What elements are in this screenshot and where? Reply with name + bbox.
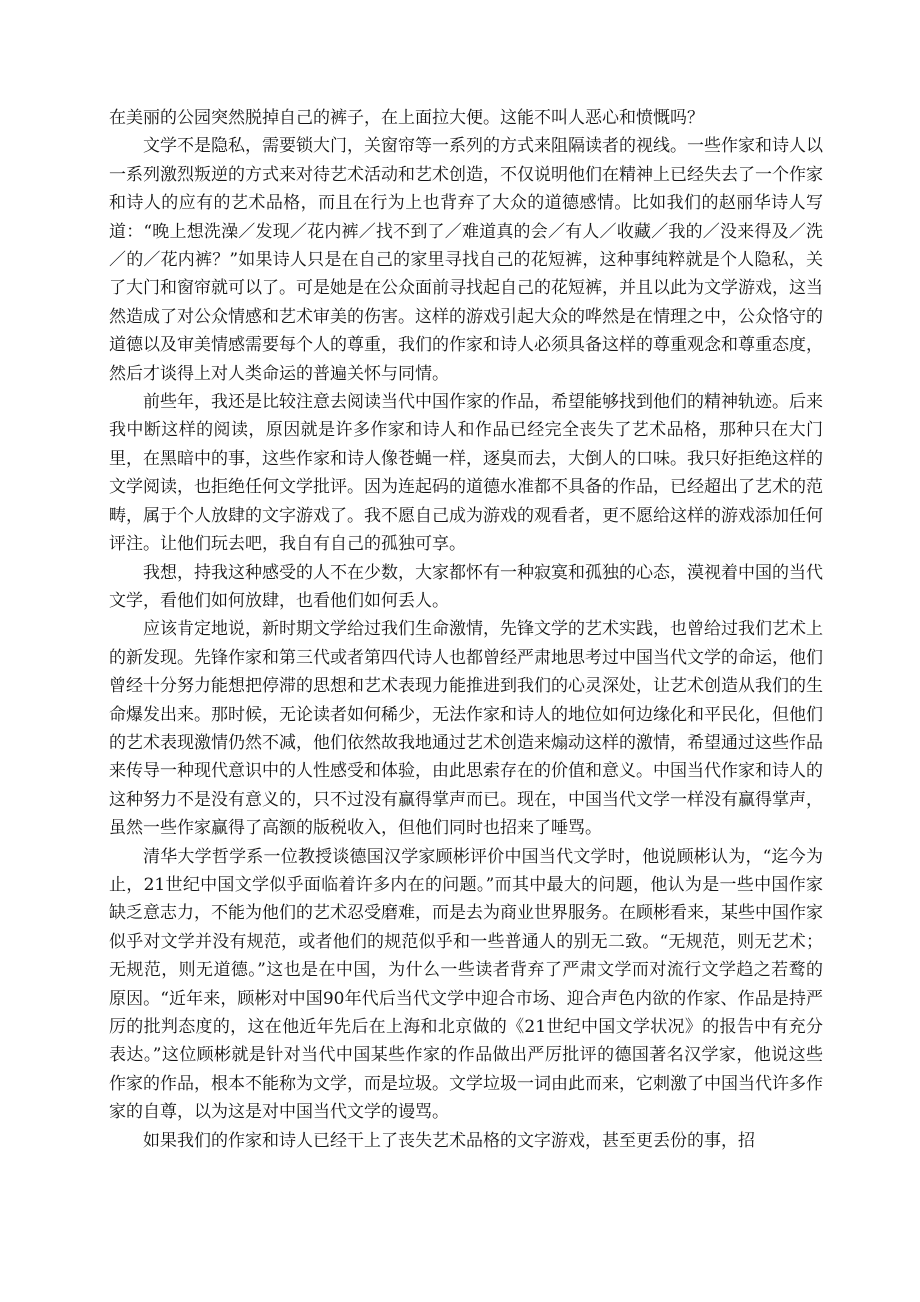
paragraph: 应该肯定地说，新时期文学给过我们生命激情，先锋文学的艺术实践，也曾给过我们艺术上的新发现。先锋作家和第三代或者第四代诗人也都曾经严肃地思考过中国当代文学的命运，他们曾经十分努力能想把停滞的思想和艺术表现力能推进到我们的心灵深处，让艺术创造从我们的生命爆发出来。那时候，无论读者如何稀少，无法作家和诗人的地位如何边缘化和平民化，但他们的艺术表现激情仍然不减，他们依然故我地通过艺术创造来煽动这样的激情，希望通过这些作品来传导一种现代意识中的人性感受和体验，由此思索存在的价值和意义。中国当代作家和诗人的这种努力不是没有意义的，只不过没有赢得掌声而已。现在，中国当代文学一样没有赢得掌声，虽然一些作家赢得了高额的版税收入，但他们同时也招来了唾骂。 — [109, 619, 823, 839]
paragraph: 清华大学哲学系一位教授谈德国汉学家顾彬评价中国当代文学时，他说顾彬认为，“迄今为止，21世纪中国文学似乎面临着许多内在的问题。”而其中最大的问题，他认为是一些中国作家缺乏意志力，不能为他们的艺术忍受磨难，而是去为商业世界服务。在顾彬看来，某些中国作家似乎对文学并没有规范，或者他们的规范似乎和一些普通人的别无二致。“无规范，则无艺术；无规范，则无道德。”这也是在中国，为什么一些读者背弃了严肃文学而对流行文学趋之若鹜的原因。“近年来，顾彬对中国90年代后当代文学中迎合市场、迎合声色内欲的作家、作品是持严厉的批判态度的，这在他近年先后在上海和北京做的《21世纪中国文学状况》的报告中有充分表达。”这位顾彬就是针对当代中国某些作家的作品做出严厉批评的德国著名汉学家，他说这些作家的作品，根本不能称为文学，而是垃圾。文学垃圾一词由此而来，它刺激了中国当代许多作家的自尊，以为这是对中国当代文学的谩骂。 — [109, 846, 823, 1123]
paragraph: 如果我们的作家和诗人已经干上了丧失艺术品格的文字游戏，甚至更丢份的事，招 — [143, 1130, 755, 1151]
paragraph: 前些年，我还是比较注意去阅读当代中国作家的作品，希望能够找到他们的精神轨迹。后来我中断这样的阅读，原因就是许多作家和诗人和作品已经完全丧失了艺术品格，那种只在大门里，在黑暗中的事，这些作家和诗人像苍蝇一样，逐臭而去，大倒人的口味。我只好拒绝这样的文学阅读，也拒绝任何文学批评。因为连起码的道德水准都不具备的作品，已经超出了艺术的范畴，属于个人放肆的文字游戏了。我不愿自己成为游戏的观看者，更不愿给这样的游戏添加任何评注。让他们玩去吧，我自有自己的孤独可享。 — [109, 392, 823, 555]
document-body — [109, 104, 823, 1155]
paragraph: 我想，持我这种感受的人不在少数，大家都怀有一种寂寞和孤独的心态，漠视着中国的当代文学，看他们如何放肆，也看他们如何丢人。 — [109, 562, 823, 611]
paragraph-continuation: 在美丽的公园突然脱掉自己的裤子，在上面拉大便。这能不叫人恶心和愤慨吗？ — [109, 108, 704, 128]
paragraph: 文学不是隐私，需要锁大门，关窗帘等一系列的方式来阻隔读者的视线。一些作家和诗人以一系列激烈叛逆的方式来对待艺术活动和艺术创造，不仅说明他们在精神上已经失去了一个作家和诗人的应有的艺术品格，而且在行为上也背弃了大众的道德感情。比如我们的赵丽华诗人写道：“晚上想洗澡／发现／花内裤／找不到了／难道真的会／有人／收藏／我的／没来得及／洗／的／花内裤？”如果诗人只是在自己的家里寻找自己的花短裤，这种事纯粹就是个人隐私，关了大门和窗帘就可以了。可是她是在公众面前寻找起自己的花短裤，并且以此为文学游戏，这当然造成了对公众情感和艺术审美的伤害。这样的游戏引起大众的哗然是在情理之中，公众恪守的道德以及审美情感需要每个人的尊重，我们的作家和诗人必须具备这样的尊重观念和尊重态度，然后才谈得上对人类命运的普遍关怀与同情。 — [109, 136, 823, 384]
